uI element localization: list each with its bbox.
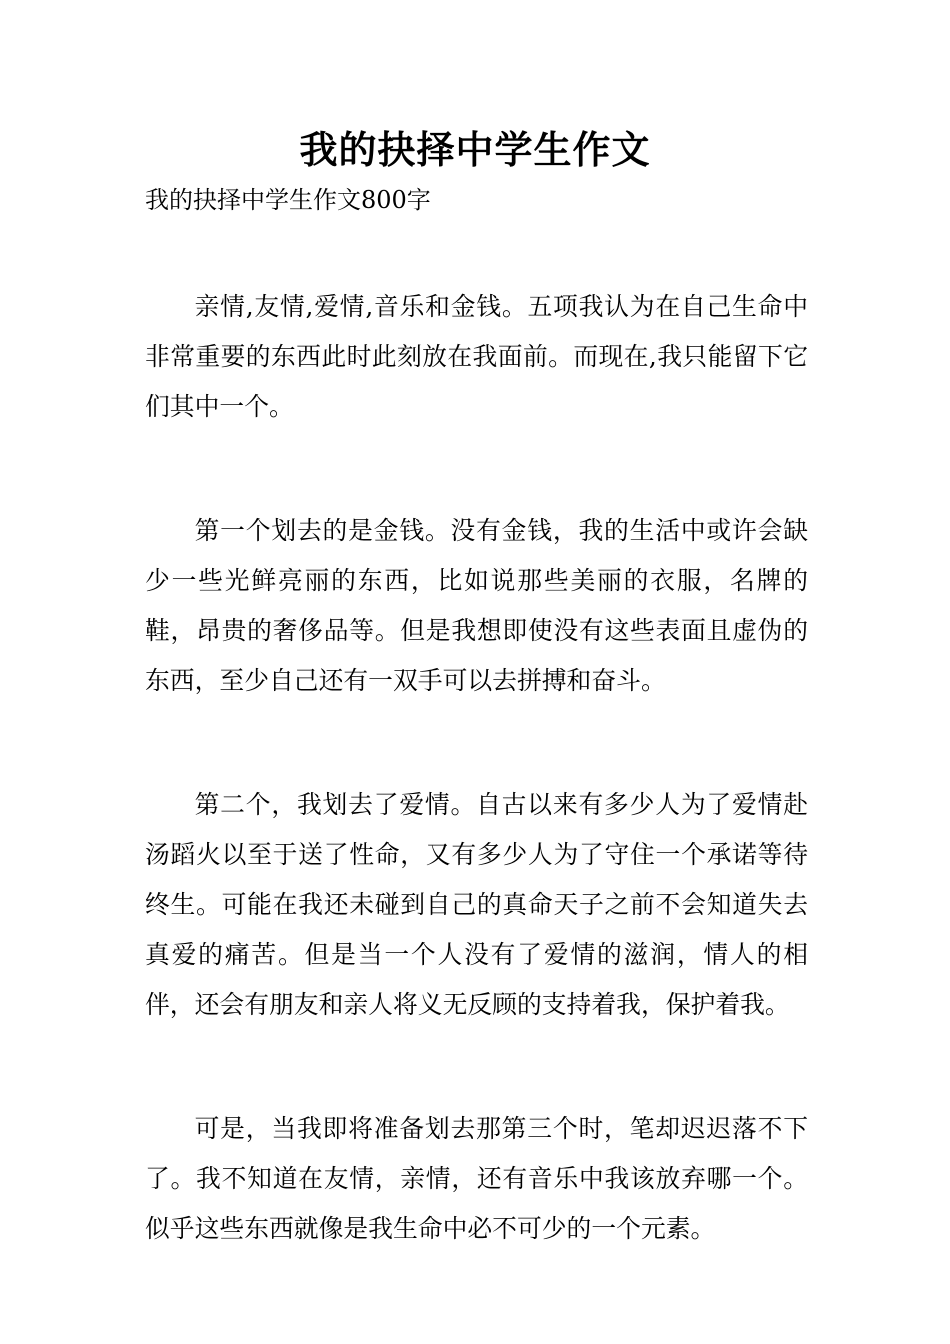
paragraph-1: 亲情,友情,爱情,音乐和金钱。五项我认为在自己生命中非常重要的东西此时此刻放在我面前。而现在,我只能留下它们其中一个。	[145, 292, 808, 421]
essay-body	[145, 282, 808, 1328]
document-title: 我的抉择中学生作文	[299, 128, 651, 172]
paragraph-4: 可是，当我即将准备划去那第三个时，笔却迟迟落不下了。我不知道在友情，亲情，还有音乐中我该放弃哪一个。似乎这些东西就像是我生命中必不可少的一个元素。	[145, 1114, 808, 1243]
paragraph-3: 第二个，我划去了爱情。自古以来有多少人为了爱情赴汤蹈火以至于送了性命，又有多少人为了守住一个承诺等待终生。可能在我还未碰到自己的真命天子之前不会知道失去真爱的痛苦。但是当一个人没有了爱情的滋润，情人的相伴，还会有朋友和亲人将义无反顾的支持着我，保护着我。	[145, 790, 808, 1019]
document-subtitle: 我的抉择中学生作文800字	[145, 186, 431, 214]
paragraph-2: 第一个划去的是金钱。没有金钱，我的生活中或许会缺少一些光鲜亮丽的东西，比如说那些美丽的衣服，名牌的鞋，昂贵的奢侈品等。但是我想即使没有这些表面且虚伪的东西，至少自己还有一双手可以去拼搏和奋斗。	[145, 516, 808, 695]
